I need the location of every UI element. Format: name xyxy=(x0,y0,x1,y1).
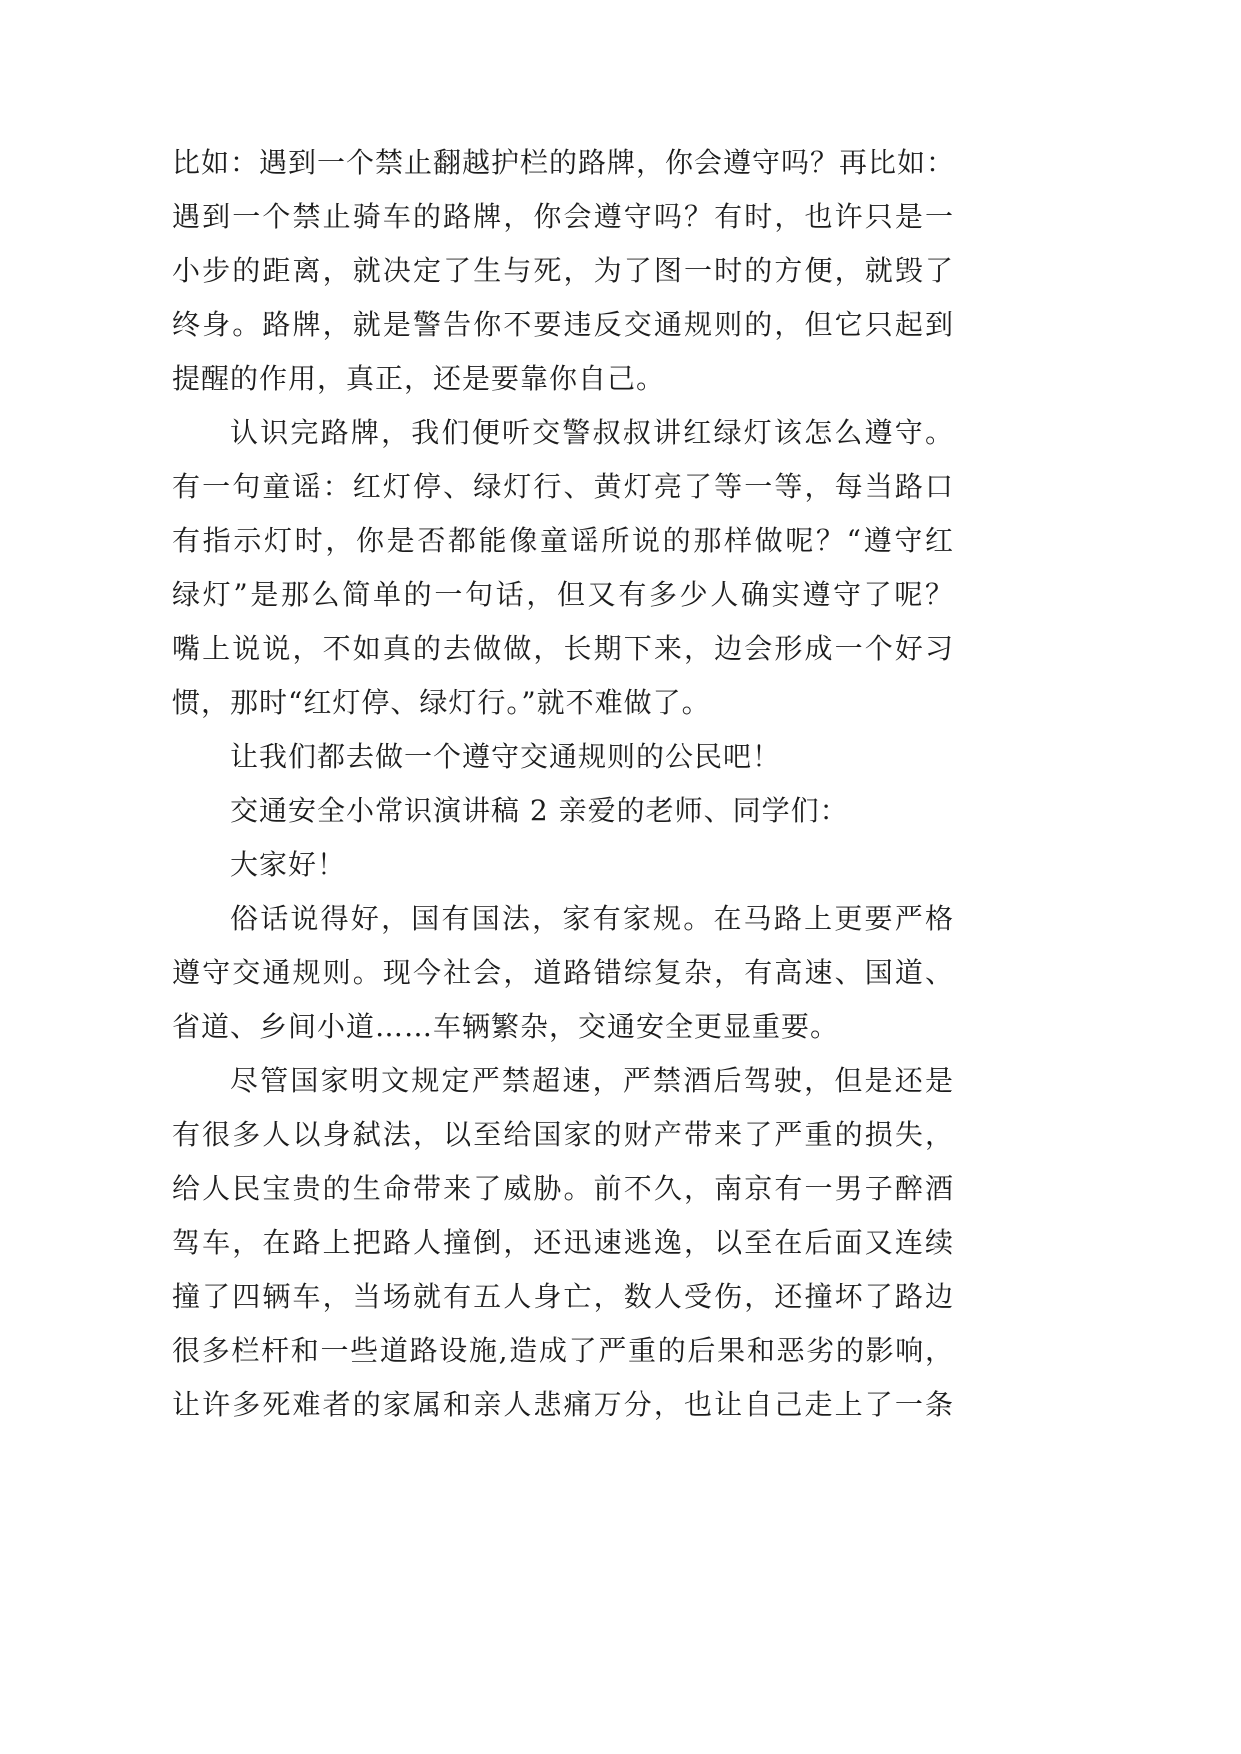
text-line: 绿灯”是那么简单的一句话，但又有多少人确实遵守了呢？ xyxy=(172,578,954,611)
text-line: 给人民宝贵的生命带来了威胁。前不久，南京有一男子醉酒 xyxy=(172,1172,954,1205)
text-line: 驾车，在路上把路人撞倒，还迅速逃逸，以至在后面又连续 xyxy=(172,1226,954,1259)
text-line: 省道、乡间小道……车辆繁杂，交通安全更显重要。 xyxy=(172,1010,840,1043)
paragraph xyxy=(172,892,954,1054)
text-line: 比如：遇到一个禁止翻越护栏的路牌，你会遵守吗？再比如： xyxy=(172,146,954,179)
text-line: 撞了四辆车，当场就有五人身亡，数人受伤，还撞坏了路边 xyxy=(172,1280,954,1313)
text-line: 认识完路牌，我们便听交警叔叔讲红绿灯该怎么遵守。 xyxy=(230,416,954,449)
text-line: 提醒的作用，真正，还是要靠你自己。 xyxy=(172,362,666,395)
paragraph xyxy=(172,784,954,838)
paragraph xyxy=(172,406,954,730)
text-line: 俗话说得好，国有国法，家有家规。在马路上更要严格 xyxy=(230,902,954,935)
text-line: 终身。路牌，就是警告你不要违反交通规则的，但它只起到 xyxy=(172,308,954,341)
text-line: 遵守交通规则。现今社会，道路错综复杂，有高速、国道、 xyxy=(172,956,954,989)
paragraph xyxy=(172,838,954,892)
document-body xyxy=(172,136,954,1432)
text-line: 有一句童谣：红灯停、绿灯行、黄灯亮了等一等，每当路口 xyxy=(172,470,954,503)
text-line: 让许多死难者的家属和亲人悲痛万分，也让自己走上了一条 xyxy=(172,1388,954,1421)
text-line: 让我们都去做一个遵守交通规则的公民吧！ xyxy=(230,740,782,773)
paragraph xyxy=(172,136,954,406)
text-line: 遇到一个禁止骑车的路牌，你会遵守吗？有时，也许只是一 xyxy=(172,200,954,233)
text-line: 很多栏杆和一些道路设施,造成了严重的后果和恶劣的影响， xyxy=(172,1334,954,1367)
speech-title-line: 交通安全小常识演讲稿 2 亲爱的老师、同学们： xyxy=(230,794,849,827)
text-line: 有很多人以身弑法，以至给国家的财产带来了严重的损失， xyxy=(172,1118,954,1151)
paragraph xyxy=(172,730,954,784)
text-line: 惯，那时“红灯停、绿灯行。”就不难做了。 xyxy=(172,686,711,719)
text-line: 小步的距离，就决定了生与死，为了图一时的方便，就毁了 xyxy=(172,254,954,287)
text-line: 嘴上说说，不如真的去做做，长期下来，边会形成一个好习 xyxy=(172,632,954,665)
text-line: 尽管国家明文规定严禁超速，严禁酒后驾驶，但是还是 xyxy=(230,1064,954,1097)
text-line: 有指示灯时，你是否都能像童谣所说的那样做呢？“遵守红 xyxy=(172,524,954,557)
greeting-line: 大家好！ xyxy=(230,848,347,881)
paragraph xyxy=(172,1054,954,1432)
